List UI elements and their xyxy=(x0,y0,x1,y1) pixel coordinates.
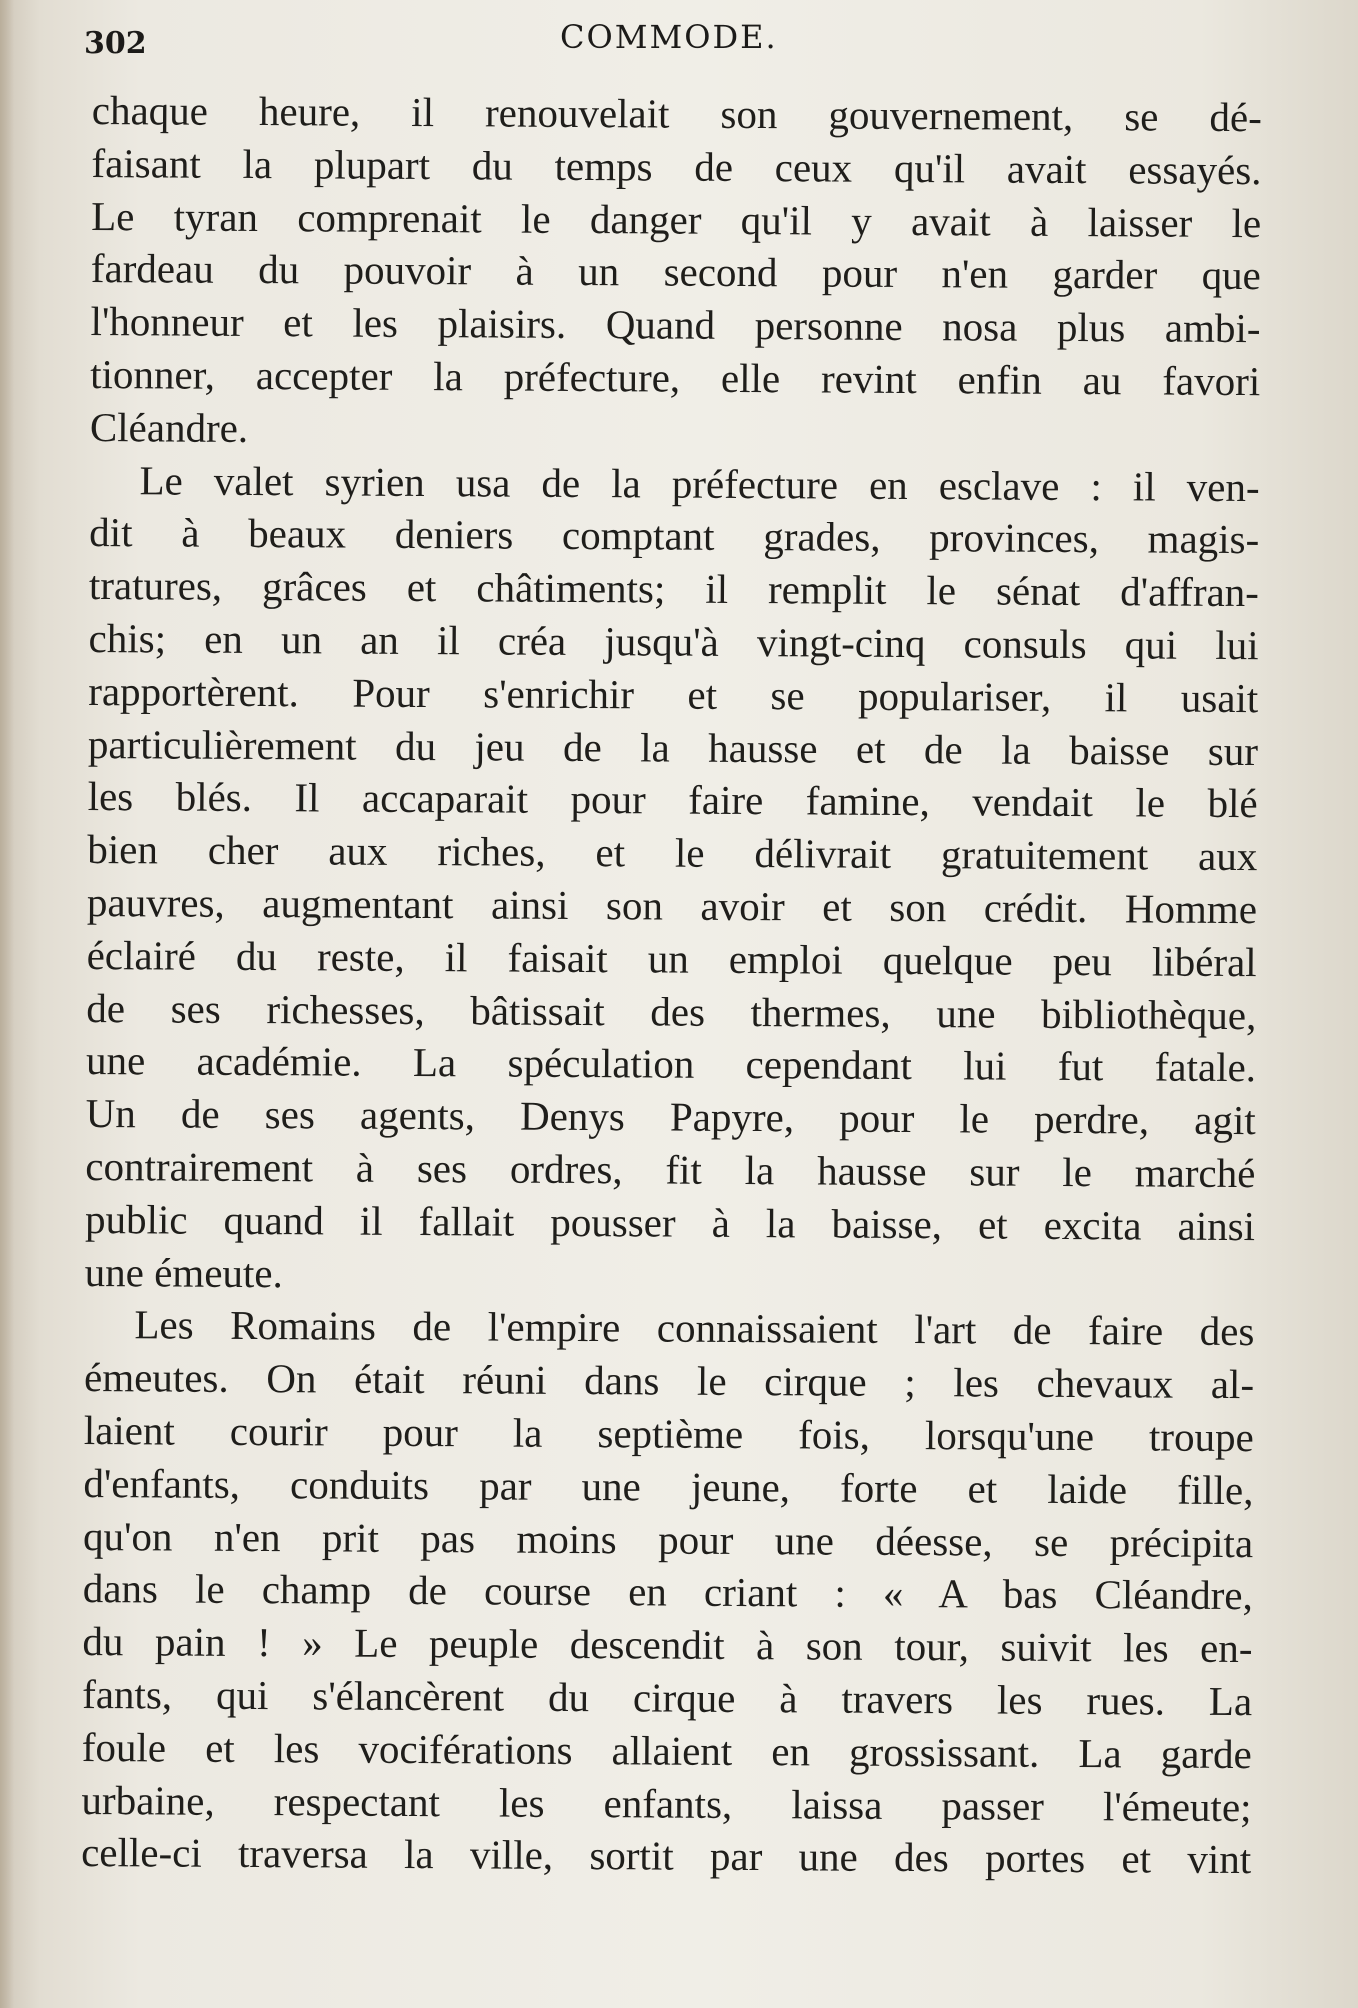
text-line: Le valet syrien usa de la préfecture en esclave : il ven- xyxy=(139,456,1260,510)
text-line: pauvres, augmentant ainsi son avoir et son crédit. Homme xyxy=(86,878,1258,933)
text-line: contrairement à ses ordres, fit la hausse sur le marché xyxy=(85,1142,1256,1197)
text-line: celle-ci traversa la ville, sortit par une des portes et vint xyxy=(81,1829,1252,1883)
text-line: bien cher aux riches, et le délivrait gratuitement aux xyxy=(87,826,1258,880)
text-line: émeutes. On était réuni dans le cirque ; les chevaux al- xyxy=(83,1354,1255,1408)
text-line: du pain ! » Le peuple descendit à son tour, suivit les en- xyxy=(82,1618,1253,1672)
text-line: laient courir pour la septième fois, lorsqu'une troupe xyxy=(83,1406,1254,1461)
running-head xyxy=(80,18,1300,66)
text-line: particulièrement du jeu de la hausse et de la baisse sur xyxy=(87,720,1259,774)
text-line: dit à beaux deniers comptant grades, provinces, magis- xyxy=(89,509,1260,563)
text-line: dans le champ de course en criant : « A bas Cléandre, xyxy=(82,1565,1253,1619)
text-line: Un de ses agents, Denys Papyre, pour le perdre, agit xyxy=(85,1090,1256,1144)
page-number: 302 xyxy=(84,26,147,61)
text-line: une émeute. xyxy=(84,1248,283,1296)
body-text xyxy=(81,84,1262,1886)
text-line: d'enfants, conduits par une jeune, forte et laide fille, xyxy=(83,1459,1254,1513)
text-line: éclairé du reste, il faisait un emploi quelque peu libéral xyxy=(86,931,1257,985)
text-line: chis; en un an il créa jusqu'à vingt-cinq consuls qui lui xyxy=(88,614,1259,669)
text-line: faisant la plupart du temps de ceux qu'il avait essayés. xyxy=(91,139,1262,193)
text-line: les blés. Il accaparait pour faire famine, vendait le blé xyxy=(87,773,1258,827)
text-line: urbaine, respectant les enfants, laissa passer l'émeute; xyxy=(81,1776,1252,1830)
text-line: rapportèrent. Pour s'enrichir et se populariser, il usait xyxy=(88,667,1259,721)
text-line: Cléandre. xyxy=(89,403,249,451)
text-line: chaque heure, il renouvelait son gouvernement, se dé- xyxy=(91,86,1262,141)
text-line: l'honneur et les plaisirs. Quand personne nosa plus ambi- xyxy=(90,298,1261,352)
text-line: fardeau du pouvoir à un second pour n'en garder que xyxy=(90,245,1261,299)
text-line: tionner, accepter la préfecture, elle revint enfin au favori xyxy=(90,350,1261,405)
text-line: tratures, grâces et châtiments; il remplit le sénat d'affran- xyxy=(88,562,1260,616)
running-title: COMMODE. xyxy=(560,18,778,56)
text-line: fants, qui s'élancèrent du cirque à travers les rues. La xyxy=(82,1670,1253,1725)
text-line: Les Romains de l'empire connaissaient l'art de faire des xyxy=(134,1301,1255,1355)
text-line: public quand il fallait pousser à la baisse, et excita ainsi xyxy=(84,1195,1256,1249)
text-line: qu'on n'en prit pas moins pour une déesse, se précipita xyxy=(82,1512,1254,1566)
text-line: une académie. La spéculation cependant lui fut fatale. xyxy=(85,1037,1257,1091)
text-line: Le tyran comprenait le danger qu'il y avait à laisser le xyxy=(91,192,1262,246)
text-line: foule et les vociférations allaient en grossissant. La garde xyxy=(81,1723,1252,1777)
text-line: de ses richesses, bâtissait des thermes, une bibliothèque, xyxy=(86,984,1257,1038)
